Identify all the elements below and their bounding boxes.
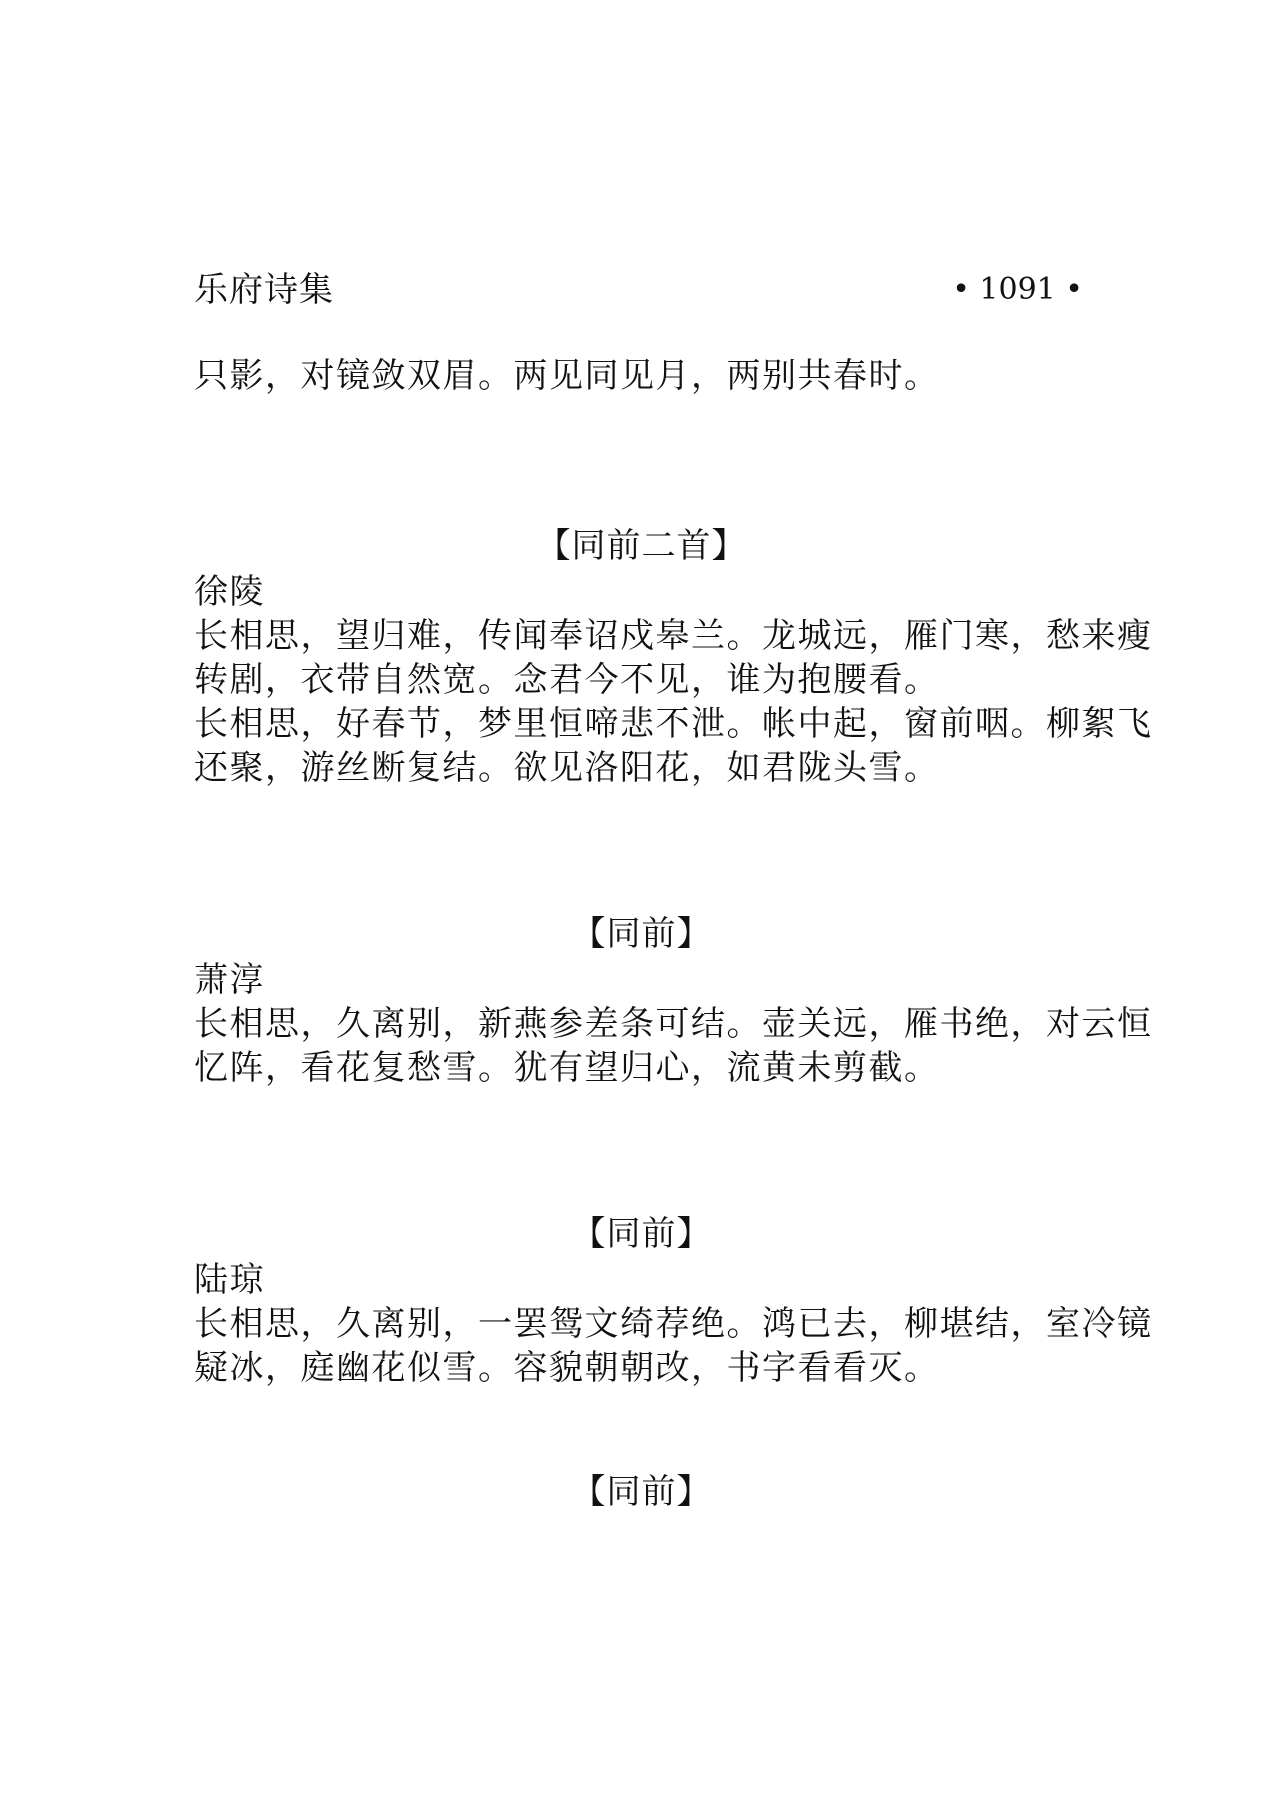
poem-body (194, 614, 1153, 790)
poem-line: 转剧，衣带自然宽。念君今不见，谁为抱腰看。 (194, 660, 940, 700)
section-title: 【同前二首】 (536, 526, 747, 566)
poem-line: 长相思，好春节，梦里恒啼悲不泄。帐中起，窗前咽。柳絮飞 (194, 704, 1153, 744)
poem-line: 忆阵，看花复愁雪。犹有望归心，流黄未剪截。 (194, 1048, 940, 1088)
poem-body (194, 1302, 1153, 1390)
section-title: 【同前】 (571, 1472, 712, 1512)
poem-line: 疑冰，庭幽花似雪。容貌朝朝改，书字看看灭。 (194, 1348, 940, 1388)
section-title: 【同前】 (571, 914, 712, 954)
section-author: 陆琼 (194, 1260, 265, 1300)
page-number: • 1091 • (952, 272, 1083, 307)
poem-body (194, 1002, 1153, 1090)
poem-line: 还聚，游丝断复结。欲见洛阳花，如君陇头雪。 (194, 748, 940, 788)
poem-line: 长相思，久离别，一罢鸳文绮荐绝。鸿已去，柳堪结，室冷镜 (194, 1304, 1153, 1344)
section-author: 萧淳 (194, 960, 265, 1000)
section-author: 徐陵 (194, 572, 265, 612)
section-title: 【同前】 (571, 1214, 712, 1254)
poem-line: 长相思，久离别，新燕参差条可结。壶关远，雁书绝，对云恒 (194, 1004, 1153, 1044)
poem-line: 只影，对镜敛双眉。两见同见月，两别共春时。 (194, 356, 940, 396)
poem-line: 长相思，望归难，传闻奉诏戍皋兰。龙城远，雁门寒，愁来瘦 (194, 616, 1153, 656)
continuation-text (194, 354, 1094, 398)
book-title: 乐府诗集 (194, 270, 334, 310)
